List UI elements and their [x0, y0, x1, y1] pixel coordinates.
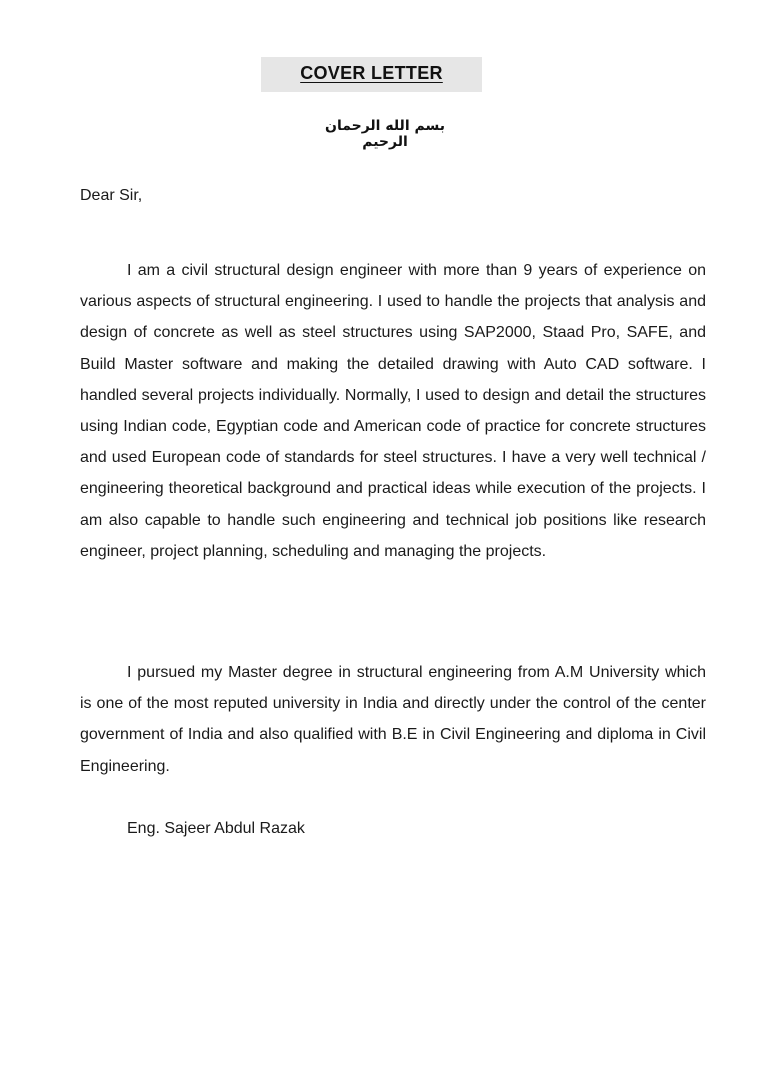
- salutation: Dear Sir,: [80, 187, 143, 204]
- body-paragraph-education: I pursued my Master degree in structural engineering from A.M University which is one of the most reputed university in India and directly under the control of the center government of India and also qualified with B.E in Civil Engineering and diploma in Civil Engineering.: [80, 664, 706, 775]
- title-banner: [261, 57, 482, 92]
- body-paragraph-experience: I am a civil structural design engineer with more than 9 years of experience on various aspects of structural engineering. I used to handle the projects that analysis and design of concrete as well as steel structures using SAP2000, Staad Pro, SAFE, and Build Master software and making the detailed drawing with Auto CAD software. I handled several projects individually. Normally, I used to design and detail the structures using Indian code, Egyptian code and American code of practice for concrete structures and used European code of standards for steel structures. I have a very well technical / engineering theoretical background and practical ideas while execution of the projects. I am also capable to handle such engineering and technical job positions like research engineer, project planning, scheduling and managing the projects.: [80, 262, 706, 560]
- signature-name: Eng. Sajeer Abdul Razak: [127, 820, 305, 837]
- document-title: COVER LETTER: [300, 63, 443, 83]
- bismillah-invocation: بسم الله الرحمان الرحيم: [325, 118, 445, 150]
